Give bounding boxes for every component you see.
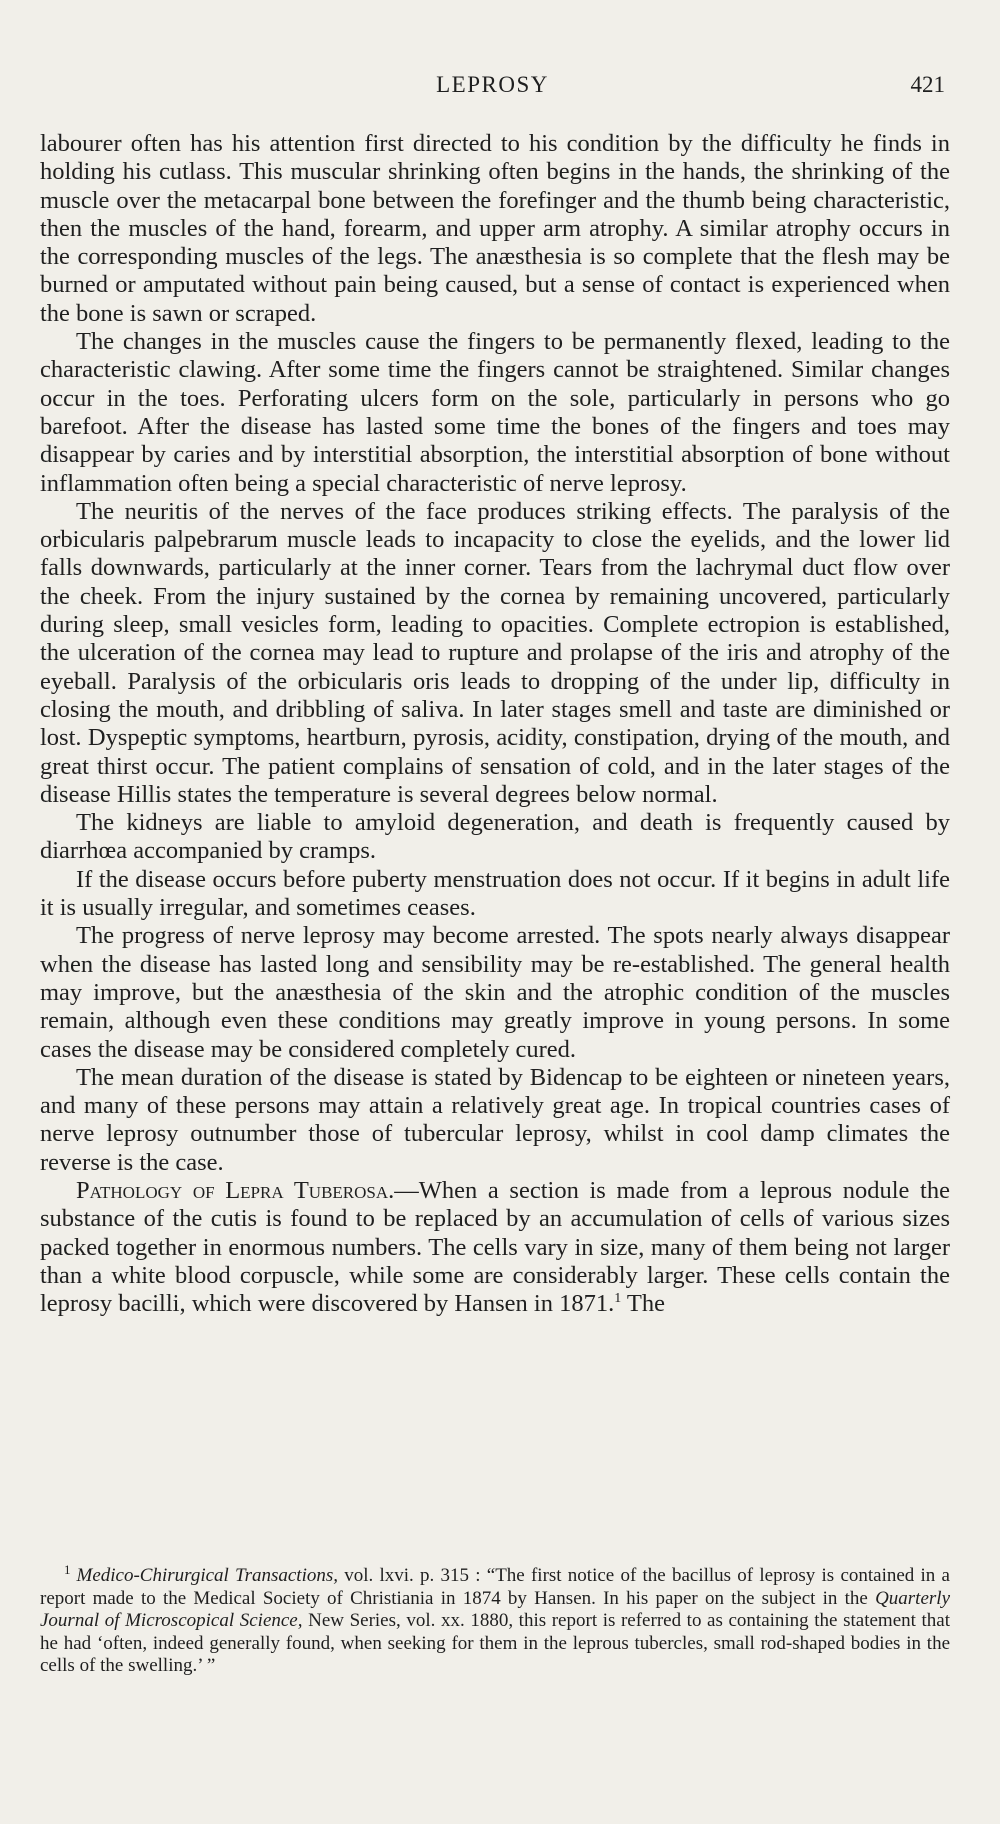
footnote-marker: 1 [64, 1562, 71, 1577]
footnotes [40, 1562, 950, 1678]
section-heading: Pathology of Lepra Tuberosa. [76, 1176, 395, 1204]
paragraph-menstruation: If the disease occurs before puberty menstruation does not occur. If it begins in adult life it is usually irregular, and sometimes ceases. [40, 865, 950, 922]
footnote-reference: 1 [614, 1291, 622, 1307]
paragraph-pathology [40, 1177, 950, 1318]
pathology-tail: The [621, 1290, 666, 1318]
paragraph-clawing: The changes in the muscles cause the fingers to be permanently flexed, leading to the characteristic clawing. After some time the fingers cannot be straightened. Similar changes occur in the toes. Perforating ulcers form on the sole, particularly in persons who go barefoot. After the disease has lasted some time the bones of the fingers and toes may disappear by caries and by interstitial absorption, the interstitial absorption of bone without inflammation often being a special characteristic of nerve leprosy. [40, 328, 950, 497]
footnote [40, 1562, 950, 1678]
page-header [40, 70, 945, 106]
page-number: 421 [910, 72, 945, 97]
running-head: LEPROSY [436, 72, 549, 97]
footnote-journal-title: Quarterly Journal of Microscopical Science, [40, 1587, 950, 1631]
paragraph-progress: The progress of nerve leprosy may become arrested. The spots nearly always disappear when the disease has lasted long and sensibility may be re-established. The general health may improve, but the anæsthesia of the skin and the atrophic condition of the muscles remain, although even these conditions may greatly improve in young persons. In some cases the disease may be considered completely cured. [40, 922, 950, 1063]
pathology-text: —When a section is made from a leprous nodule the substance of the cutis is found to be replaced by an accumulation of cells of various sizes packed together in enormous numbers. The cells vary in size, many of them being not larger than a white blood corpuscle, while some are considerably larger. These cells contain the leprosy bacilli, which were discovered by Hansen in 1871. [40, 1176, 950, 1318]
paragraph-kidneys: The kidneys are liable to amyloid degeneration, and death is frequently caused by diarrhœa accompanied by cramps. [40, 809, 950, 865]
footnote-text-part2: New Series, vol. xx. 1880, this report is referred to as containing the statement that he had ‘often, indeed generally found, when seeking for them in the leprous tubercles, small rod-shaped bodies in the cells of the swelling.’ ” [40, 1610, 950, 1676]
paragraph-face-neuritis: The neuritis of the nerves of the face produces striking effects. The paralysis of the orbicularis palpebrarum muscle leads to incapacity to close the eyelids, and the lower lid falls downwards, particularly at the inner corner. Tears from the lachrymal duct flow over the cheek. From the injury sustained by the cornea by remaining uncovered, particularly during sleep, small vesicles form, leading to opacities. Complete ectropion is established, the ulceration of the cornea may lead to rupture and prolapse of the iris and atrophy of the eyeball. Paralysis of the orbicularis oris leads to dropping of the under lip, difficulty in closing the mouth, and dribbling of saliva. In later stages smell and taste are diminished or lost. Dyspeptic symptoms, heartburn, pyrosis, acidity, constipation, drying of the mouth, and great thirst occur. The patient complains of sensation of cold, and in the later stages of the disease Hillis states the temperature is several degrees below normal. [40, 497, 950, 808]
paragraph-duration: The mean duration of the disease is stated by Bidencap to be eighteen or nineteen years, and many of these persons may attain a relatively great age. In tropical countries cases of nerve leprosy outnumber those of tubercular leprosy, whilst in cool damp climates the reverse is the case. [40, 1063, 950, 1176]
footnote-text-part1: vol. lxvi. p. 315 : “The first notice of the bacillus of leprosy is contained in a report made to the Medical Society of Christiania in 1874 by Hansen. In his paper on the subject in the [40, 1565, 950, 1609]
paragraph-muscular-shrinking: labourer often has his attention first directed to his condition by the difficulty he finds in holding his cutlass. This muscular shrinking often begins in the hands, the shrinking of the muscle over the metacarpal bone between the forefinger and the thumb being characteristic, then the muscles of the hand, forearm, and upper arm atrophy. A similar atrophy occurs in the corresponding muscles of the legs. The anæsthesia is so complete that the flesh may be burned or amputated without pain being caused, but a sense of contact is experienced when the bone is sawn or scraped. [40, 130, 950, 327]
footnote-source-title: Medico-Chirurgical Transactions, [76, 1565, 338, 1586]
body-text [40, 130, 950, 1318]
